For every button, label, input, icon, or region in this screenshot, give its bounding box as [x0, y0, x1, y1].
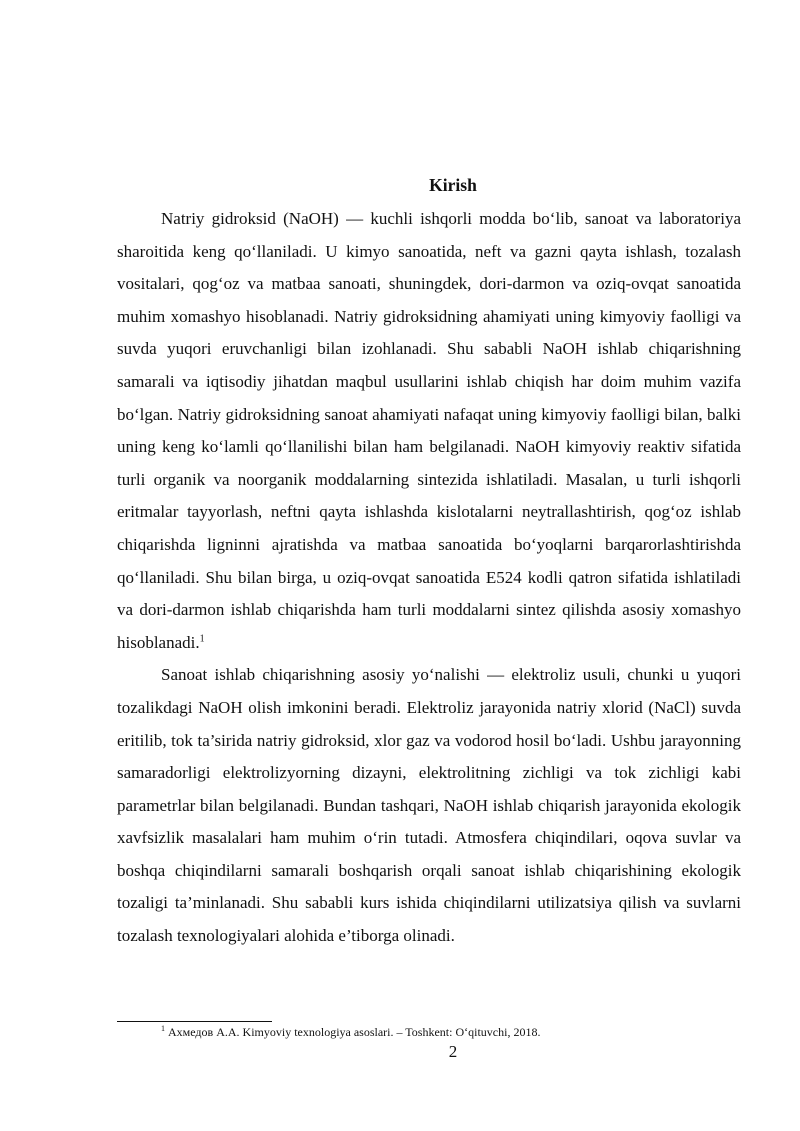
- footnote-separator: [117, 1021, 272, 1022]
- page-number: 2: [448, 1042, 458, 1061]
- footnote-marker: 1: [161, 1024, 165, 1033]
- body-text: [117, 203, 741, 953]
- paragraph-2: [117, 659, 741, 952]
- footnote: [161, 1024, 540, 1040]
- footnote-text: Ахмедов А.А. Kimyoviy texnologiya asoslari. – Toshkent: O‘qituvchi, 2018.: [168, 1025, 541, 1039]
- footnote-reference[interactable]: 1: [199, 633, 205, 645]
- paragraph-1: [117, 203, 741, 659]
- paragraph-2-text: Sanoat ishlab chiqarishning asosiy yo‘nalishi — elektroliz usuli, chunki u yuqori tozalikdagi NaOH olish imkonini beradi. Elektroliz jarayonida natriy xlorid (NaCl) suvda eritilib, tok ta’sirida natriy gidroksid, xlor gaz va vodorod hosil bo‘ladi. Ushbu jarayonning samaradorligi elektrolizyorning dizayni, elektrolitning zichligi va tok zichligi kabi parametrlar bilan belgilanadi. Bundan tashqari, NaOH ishlab chiqarish jarayonida ekologik xavfsizlik masalalari ham muhim o‘rin tutadi. Atmosfera chiqindilari, oqova suvlar va boshqa chiqindilarni samarali boshqarish orqali sanoat ishlab chiqarishining ekologik tozaligi ta’minlanadi. Shu sababli kurs ishida chiqindilarni utilizatsiya qilish va suvlarni tozalash texnologiyalari alohida e’tiborga olinadi.: [117, 665, 741, 946]
- paragraph-1-text: Natriy gidroksid (NaOH) — kuchli ishqorli modda bo‘lib, sanoat va laboratoriya sharoitida keng qo‘llaniladi. U kimyo sanoatida, neft va gazni qayta ishlash, tozalash vositalari, qog‘oz va matbaa sanoati, shuningdek, dori-darmon va oziq-ovqat sanoatida muhim xomashyo hisoblanadi. Natriy gidroksidning ahamiyati uning kimyoviy faolligi va suvda yuqori eruvchanligi bilan izohlanadi. Shu sababli NaOH ishlab chiqarishning samarali va iqtisodiy jihatdan maqbul usullarini ishlab chiqish har doim muhim vazifa bo‘lgan. Natriy gidroksidning sanoat ahamiyati nafaqat uning kimyoviy faolligi bilan, balki uning keng ko‘lamli qo‘llanilishi bilan ham belgilanadi. NaOH kimyoviy reaktiv sifatida turli organik va noorganik moddalarning sintezida ishlatiladi. Masalan, u turli ishqorli eritmalar tayyorlash, neftni qayta ishlashda kislotalarni neytrallashtirish, qog‘oz ishlab chiqarishda ligninni ajratishda va matbaa sanoatida bo‘yoqlarni barqarorlashtirishda qo‘llaniladi. Shu bilan birga, u oziq-ovqat sanoatida E524 kodli qatron sifatida ishlatiladi va dori-darmon ishlab chiqarishda ham turli moddalarni sintez qilishda asosiy xomashyo hisoblanadi.: [117, 209, 741, 652]
- section-title: Kirish: [429, 175, 477, 195]
